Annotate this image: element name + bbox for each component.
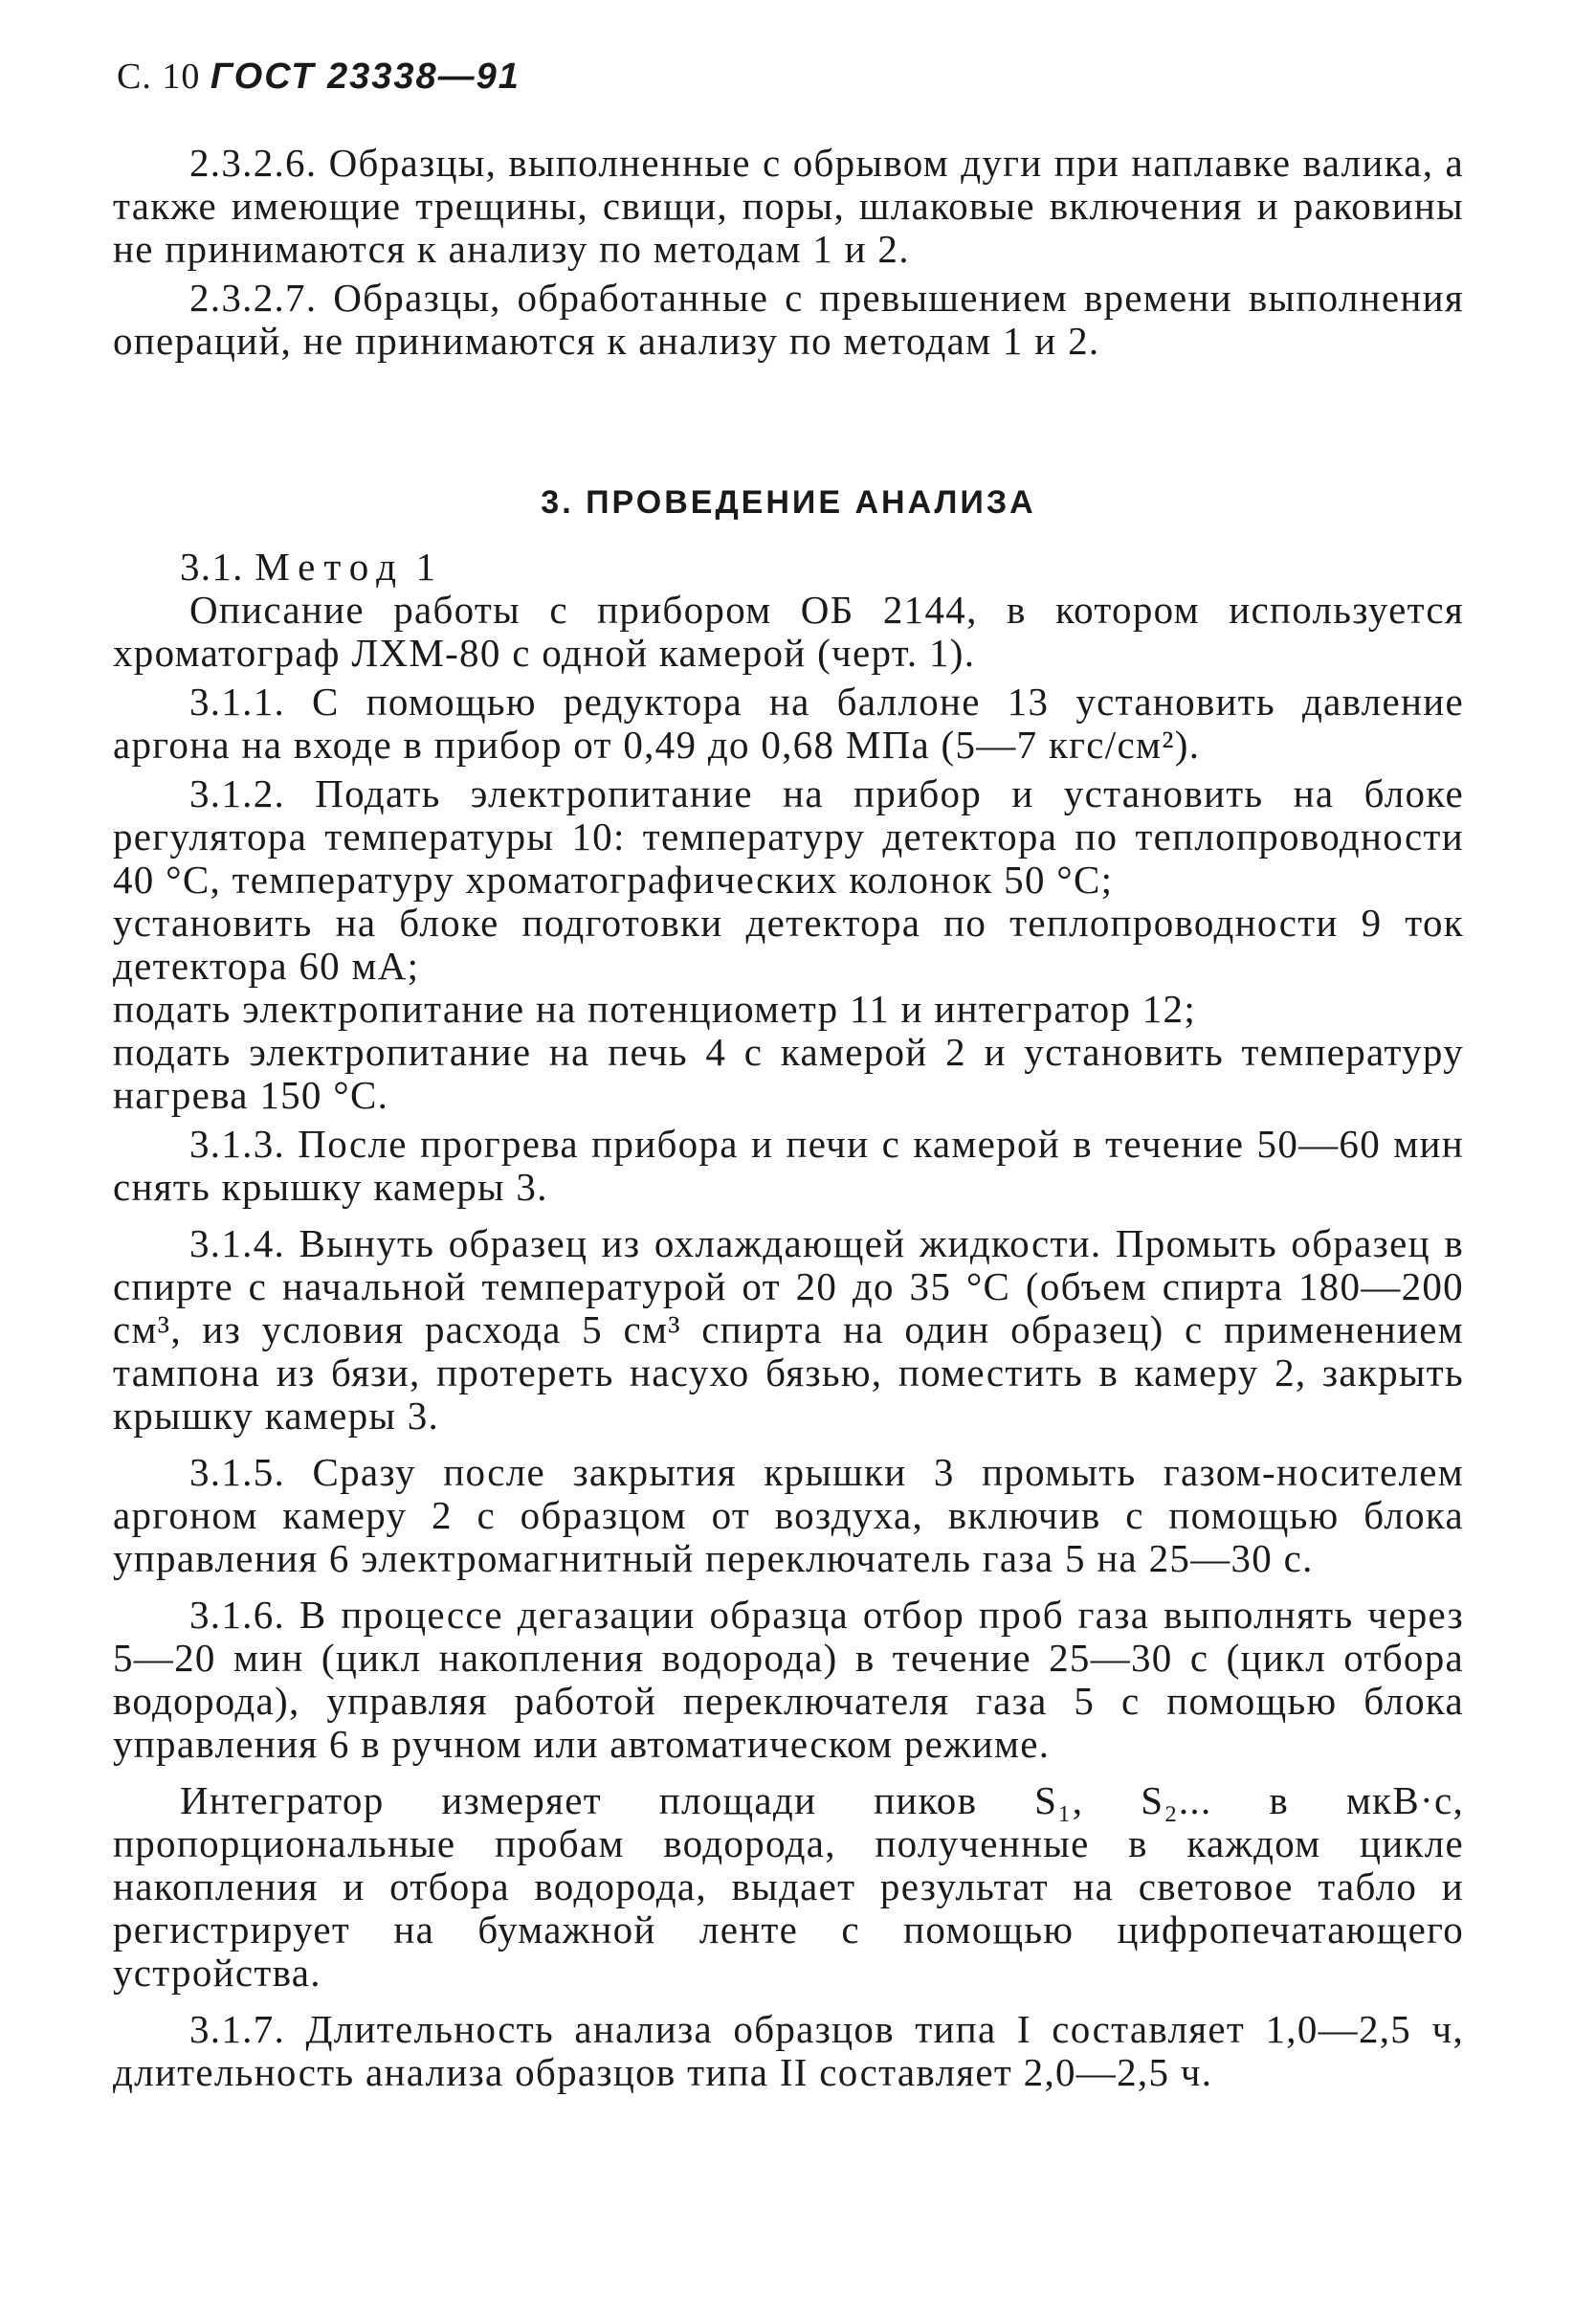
paragraph-3-1-2-potentiometer: подать электропитание на потенциометр 11 и интегратор 12;	[113, 987, 1197, 1031]
method-label: Метод	[255, 545, 405, 589]
method-intro: Описание работы с прибором ОБ 2144, в котором используется хроматограф ЛХМ-80 с одной камерой (черт. 1).	[113, 588, 1464, 675]
method-number: 3.1.	[180, 545, 244, 589]
standard-number: ГОСТ 23338—91	[210, 56, 521, 97]
section-title: 3. ПРОВЕДЕНИЕ АНАЛИЗА	[541, 484, 1036, 521]
paragraph-3-1-4: 3.1.4. Вынуть образец из охлаждающей жидкости. Промыть образец в спирте с начальной температурой от 20 до 35 °С (объем спирта 180—200 см³, из условия расхода 5 см³ спирта на один образец) с применением тампона из бязи, протереть насухо бязью, поместить в камеру 2, закрыть крышку камеры 3.	[113, 1221, 1464, 1438]
page-number: С. 10	[117, 56, 201, 97]
paragraph-3-1-2-detector: установить на блоке подготовки детектора по теплопроводности 9 ток детектора 60 мА;	[113, 901, 1464, 988]
paragraph-3-1-2-furnace: подать электропитание на печь 4 с камерой 2 и установить температуру нагрева 150 °С.	[113, 1030, 1464, 1117]
paragraph-3-1-7: 3.1.7. Длительность анализа образцов типа I составляет 1,0—2,5 ч, длительность анализа образцов типа II составляет 2,0—2,5 ч.	[113, 2007, 1464, 2094]
paragraph-integrator: Интегратор измеряет площади пиков S₁, S₂... в мкВ·с, пропорциональные пробам водорода, полученные в каждом цикле накопления и отбора водорода, выдает результат на световое табло и регистрирует на бумажной ленте с помощью цифропечатающего устройства.	[113, 1778, 1464, 1995]
paragraph-3-1-1: 3.1.1. С помощью редуктора на баллоне 13 установить давление аргона на входе в прибор от 0,49 до 0,68 МПа (5—7 кгс/см²).	[113, 680, 1464, 767]
paragraph-3-1-2: 3.1.2. Подать электропитание на прибор и установить на блоке регулятора температуры 10: температуру детектора по теплопроводности 40 °С, температуру хроматографических колонок 50 °С;	[113, 771, 1464, 902]
method-heading	[113, 546, 1464, 589]
paragraph-3-1-5: 3.1.5. Сразу после закрытия крышки 3 промыть газом-носителем аргоном камеру 2 с образцом от воздуха, включив с помощью блока управления 6 электромагнитный переключатель газа 5 на 25—30 с.	[113, 1450, 1464, 1580]
text-column	[113, 142, 1464, 2094]
paragraph-2-3-2-7: 2.3.2.7. Образцы, обработанные с превышением времени выполнения операций, не принимаются к анализу по методам 1 и 2.	[113, 276, 1464, 363]
paragraph-3-1-3: 3.1.3. После прогрева прибора и печи с камерой в течение 50—60 мин снять крышку камеры 3.	[113, 1122, 1464, 1209]
paragraph-3-1-6: 3.1.6. В процессе дегазации образца отбор проб газа выполнять через 5—20 мин (цикл накопления водорода) в течение 25—30 с (цикл отбора водорода), управляя работой переключателя газа 5 с помощью блока управления 6 в ручном или автоматическом режиме.	[113, 1593, 1464, 1766]
method-value: 1	[415, 545, 437, 589]
page-header	[117, 56, 521, 98]
paragraph-2-3-2-6: 2.3.2.6. Образцы, выполненные с обрывом дуги при наплавке валика, а также имеющие трещины, свищи, поры, шлаковые включения и раковины не принимаются к анализу по методам 1 и 2.	[113, 141, 1464, 271]
